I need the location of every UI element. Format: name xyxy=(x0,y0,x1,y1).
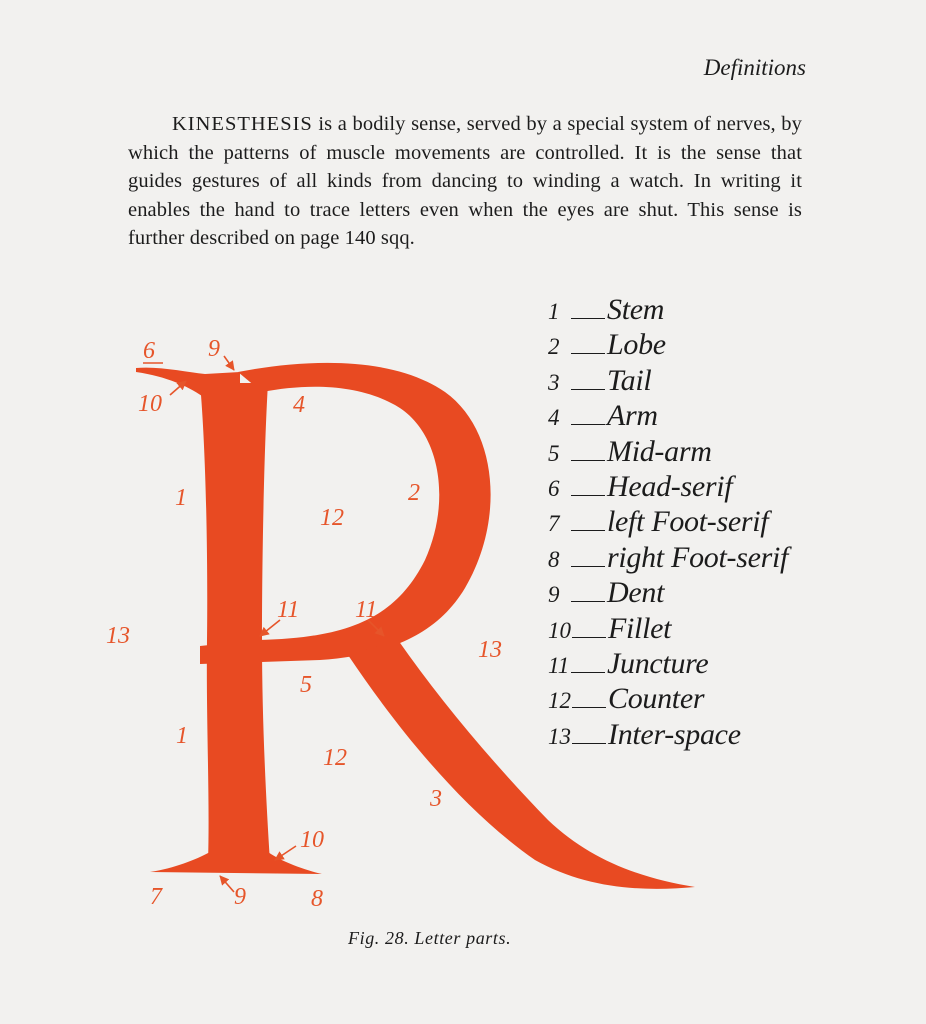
callout-interspace-right: 13 xyxy=(478,637,502,663)
legend-item xyxy=(548,363,788,398)
legend-item xyxy=(548,611,788,646)
callout-counter-lower: 12 xyxy=(323,745,347,771)
legend-rule xyxy=(571,601,605,602)
callout-tail: 3 xyxy=(430,786,442,812)
fillet-bottom-arrow xyxy=(275,846,296,860)
callout-stem-upper: 1 xyxy=(175,485,187,511)
legend-term: left Foot-serif xyxy=(607,505,769,539)
legend-rule xyxy=(572,743,606,744)
legend-number: 10 xyxy=(548,617,571,643)
callout-dent-bottom: 9 xyxy=(234,884,246,910)
legend-number: 1 xyxy=(548,299,560,324)
legend-rule xyxy=(571,353,605,354)
legend-rule xyxy=(571,672,605,673)
legend-item xyxy=(548,398,788,433)
legend-item xyxy=(548,434,788,469)
legend-number: 6 xyxy=(548,475,560,501)
legend-term: Mid-arm xyxy=(607,434,712,468)
legend-term: Arm xyxy=(607,399,658,433)
legend-rule xyxy=(571,318,605,319)
dent-bottom-arrow xyxy=(220,876,234,892)
stem-shape xyxy=(200,383,270,862)
dent-top-arrow xyxy=(224,356,234,370)
legend-item xyxy=(548,681,788,716)
legend-term: Inter-space xyxy=(608,717,741,751)
legend-item xyxy=(548,540,788,575)
callout-left-foot-serif: 7 xyxy=(150,884,162,910)
definition-text: is a bodily sense, served by a special system of nerves, by which the patterns of muscle movements are controlled. It is the sense that guides gestures of all kinds from dancing to winding a watch. In writing it enables the hand to trace letters even when the eyes are shut. This sense is further described on page 140 sqq. xyxy=(128,113,802,249)
callout-fillet-top: 10 xyxy=(138,391,162,417)
foot-serif-shape xyxy=(150,852,322,874)
letter-parts-legend xyxy=(548,292,788,752)
legend-rule xyxy=(571,460,605,461)
callout-fillet-bottom: 10 xyxy=(300,827,324,853)
legend-number: 12 xyxy=(548,688,571,714)
legend-item xyxy=(548,469,788,504)
legend-number: 5 xyxy=(548,440,560,466)
legend-rule xyxy=(571,495,605,496)
legend-item xyxy=(548,717,788,752)
legend-term: Fillet xyxy=(608,611,672,645)
callout-dent-top: 9 xyxy=(208,336,220,362)
legend-term: Tail xyxy=(607,363,652,397)
legend-term: right Foot-serif xyxy=(607,540,789,574)
callout-lobe: 2 xyxy=(408,480,420,506)
callout-arm: 4 xyxy=(293,392,305,418)
legend-number: 9 xyxy=(548,582,560,608)
legend-item xyxy=(548,575,788,610)
legend-rule xyxy=(571,424,605,425)
callout-stem-lower: 1 xyxy=(176,723,188,749)
legend-number: 11 xyxy=(548,652,570,678)
legend-number: 7 xyxy=(548,511,560,537)
legend-rule xyxy=(572,637,606,638)
legend-term: Head-serif xyxy=(607,469,733,503)
figure-caption: Fig. 28. Letter parts. xyxy=(348,928,512,948)
legend-rule xyxy=(572,707,606,708)
callout-mid-arm: 5 xyxy=(300,672,312,698)
callout-juncture-right: 11 xyxy=(355,597,378,623)
callout-right-foot-serif: 8 xyxy=(311,886,323,912)
legend-rule xyxy=(571,389,605,390)
legend-number: 2 xyxy=(548,334,560,360)
legend-rule xyxy=(571,530,605,531)
legend-item xyxy=(548,292,788,327)
legend-number: 8 xyxy=(548,546,560,572)
legend-item xyxy=(548,327,788,362)
callout-head-serif: 6 xyxy=(143,338,155,364)
legend-number: 4 xyxy=(548,405,560,431)
legend-number: 13 xyxy=(548,723,571,749)
legend-item xyxy=(548,504,788,539)
legend-term: Counter xyxy=(608,682,705,716)
callout-juncture-left: 11 xyxy=(277,597,300,623)
callout-interspace-left: 13 xyxy=(106,623,130,649)
callout-counter-upper: 12 xyxy=(320,505,344,531)
legend-term: Juncture xyxy=(607,646,709,680)
legend-item xyxy=(548,646,788,681)
running-header: Definitions xyxy=(703,55,806,80)
legend-rule xyxy=(571,566,605,567)
legend-number: 3 xyxy=(548,369,560,395)
legend-term: Dent xyxy=(607,576,665,610)
legend-term: Stem xyxy=(607,293,665,326)
defined-term: KINESTHESIS xyxy=(172,113,313,135)
legend-term: Lobe xyxy=(607,328,666,362)
